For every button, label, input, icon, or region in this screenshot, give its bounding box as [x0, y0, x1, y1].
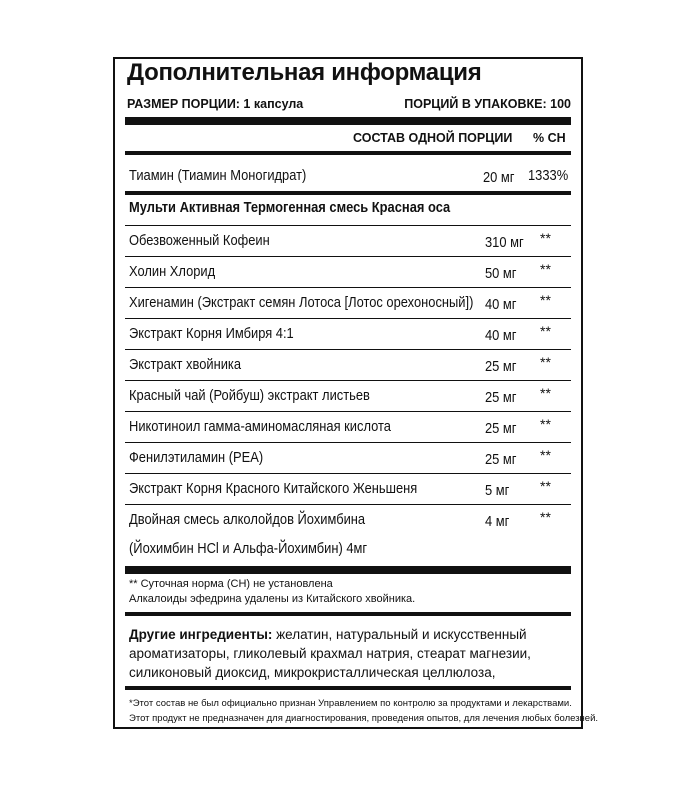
ingredient-dv: ** — [540, 385, 551, 401]
divider-thick — [125, 117, 571, 125]
footnote-ephedrine: Алкалоиды эфедрина удалены из Китайского хвойника. — [129, 593, 416, 605]
thiamine-row — [125, 161, 571, 189]
ingredient-amount: 20 мг — [483, 169, 515, 186]
ingredient-row — [125, 257, 571, 288]
ingredient-name: Холин Хлорид — [129, 263, 216, 280]
ingredient-name-continuation: (Йохимбин HCl и Альфа-Йохимбин) 4мг — [129, 540, 368, 557]
ingredient-amount: 40 мг — [485, 327, 517, 344]
ingredient-name: Никотиноил гамма-аминомасляная кислота — [129, 418, 391, 435]
ingredient-dv: ** — [540, 261, 551, 277]
ingredient-amount: 25 мг — [485, 358, 517, 375]
ingredient-row — [125, 319, 571, 350]
ingredient-name: Двойная смесь алколойдов Йохимбина — [129, 511, 366, 528]
ingredient-amount: 40 мг — [485, 296, 517, 313]
ingredient-dv: ** — [540, 354, 551, 370]
other-ingredients-label: Другие ингредиенты: — [129, 627, 273, 642]
ingredient-amount: 310 мг — [485, 234, 524, 251]
ingredient-dv: 1333% — [528, 167, 569, 184]
serving-info — [127, 97, 571, 111]
ingredient-name: Экстракт хвойника — [129, 356, 242, 373]
disclaimer-medical: Этот продукт не предназначен для диагностирования, проведения опытов, для лечения любых болезней. — [129, 713, 599, 724]
ingredient-dv: ** — [540, 230, 551, 246]
ingredient-name: Красный чай (Ройбуш) экстракт листьев — [129, 387, 370, 404]
divider-blend — [125, 191, 571, 195]
ingredient-name: Экстракт Корня Имбиря 4:1 — [129, 325, 294, 342]
column-header-amount: СОСТАВ ОДНОЙ ПОРЦИИ — [353, 131, 513, 145]
divider-header — [125, 151, 571, 155]
ingredient-row — [125, 474, 571, 505]
panel-title: Дополнительная информация — [127, 59, 482, 86]
divider-disclaimer — [125, 686, 571, 690]
ingredient-row — [125, 505, 571, 536]
divider-other — [125, 612, 571, 616]
supplement-facts-panel — [113, 57, 599, 729]
ingredient-amount: 50 мг — [485, 265, 517, 282]
ingredient-name: Тиамин (Тиамин Моногидрат) — [129, 167, 307, 184]
ingredient-name: Хигенамин (Экстракт семян Лотоса [Лотос орехоносный]) — [129, 294, 474, 311]
ingredient-row — [125, 350, 571, 381]
ingredient-dv: ** — [540, 509, 551, 525]
ingredient-row — [125, 226, 571, 257]
ingredient-amount: 5 мг — [485, 482, 510, 499]
ingredient-dv: ** — [540, 292, 551, 308]
ingredient-dv: ** — [540, 447, 551, 463]
ingredient-name: Экстракт Корня Красного Китайского Женьшеня — [129, 480, 418, 497]
ingredient-amount: 4 мг — [485, 513, 510, 530]
ingredient-amount: 25 мг — [485, 420, 517, 437]
ingredient-amount: 25 мг — [485, 451, 517, 468]
other-ingredients-text: желатин, натуральный и искусственный ароматизаторы, гликолевый крахмал натрия, стеарат магнезии, силиконовый диоксид, микрокристаллическая целлюлоза, — [129, 627, 531, 680]
column-header-dv: % СН — [533, 131, 566, 145]
ingredient-dv: ** — [540, 478, 551, 494]
divider-footnotes — [125, 566, 571, 574]
other-ingredients — [129, 625, 569, 682]
blend-title: Мульти Активная Термогенная смесь Красная оса — [129, 199, 451, 216]
yohimbine-continuation-row — [125, 534, 571, 564]
ingredient-row — [125, 412, 571, 443]
ingredient-dv: ** — [540, 416, 551, 432]
ingredient-name: Фенилэтиламин (PEA) — [129, 449, 264, 466]
disclaimer-fda: *Этот состав не был официально признан Управлением по контролю за продуктами и лекарствами. — [129, 698, 572, 709]
ingredient-dv: ** — [540, 323, 551, 339]
ingredient-name: Обезвоженный Кофеин — [129, 232, 270, 249]
ingredient-row — [125, 443, 571, 474]
serving-size: РАЗМЕР ПОРЦИИ: 1 капсула — [127, 97, 304, 111]
footnote-dv: ** Суточная норма (СН) не установлена — [129, 578, 333, 590]
ingredient-row — [125, 381, 571, 412]
servings-per-container: ПОРЦИЙ В УПАКОВКЕ: 100 — [404, 97, 571, 111]
ingredient-amount: 25 мг — [485, 389, 517, 406]
ingredient-row — [125, 288, 571, 319]
